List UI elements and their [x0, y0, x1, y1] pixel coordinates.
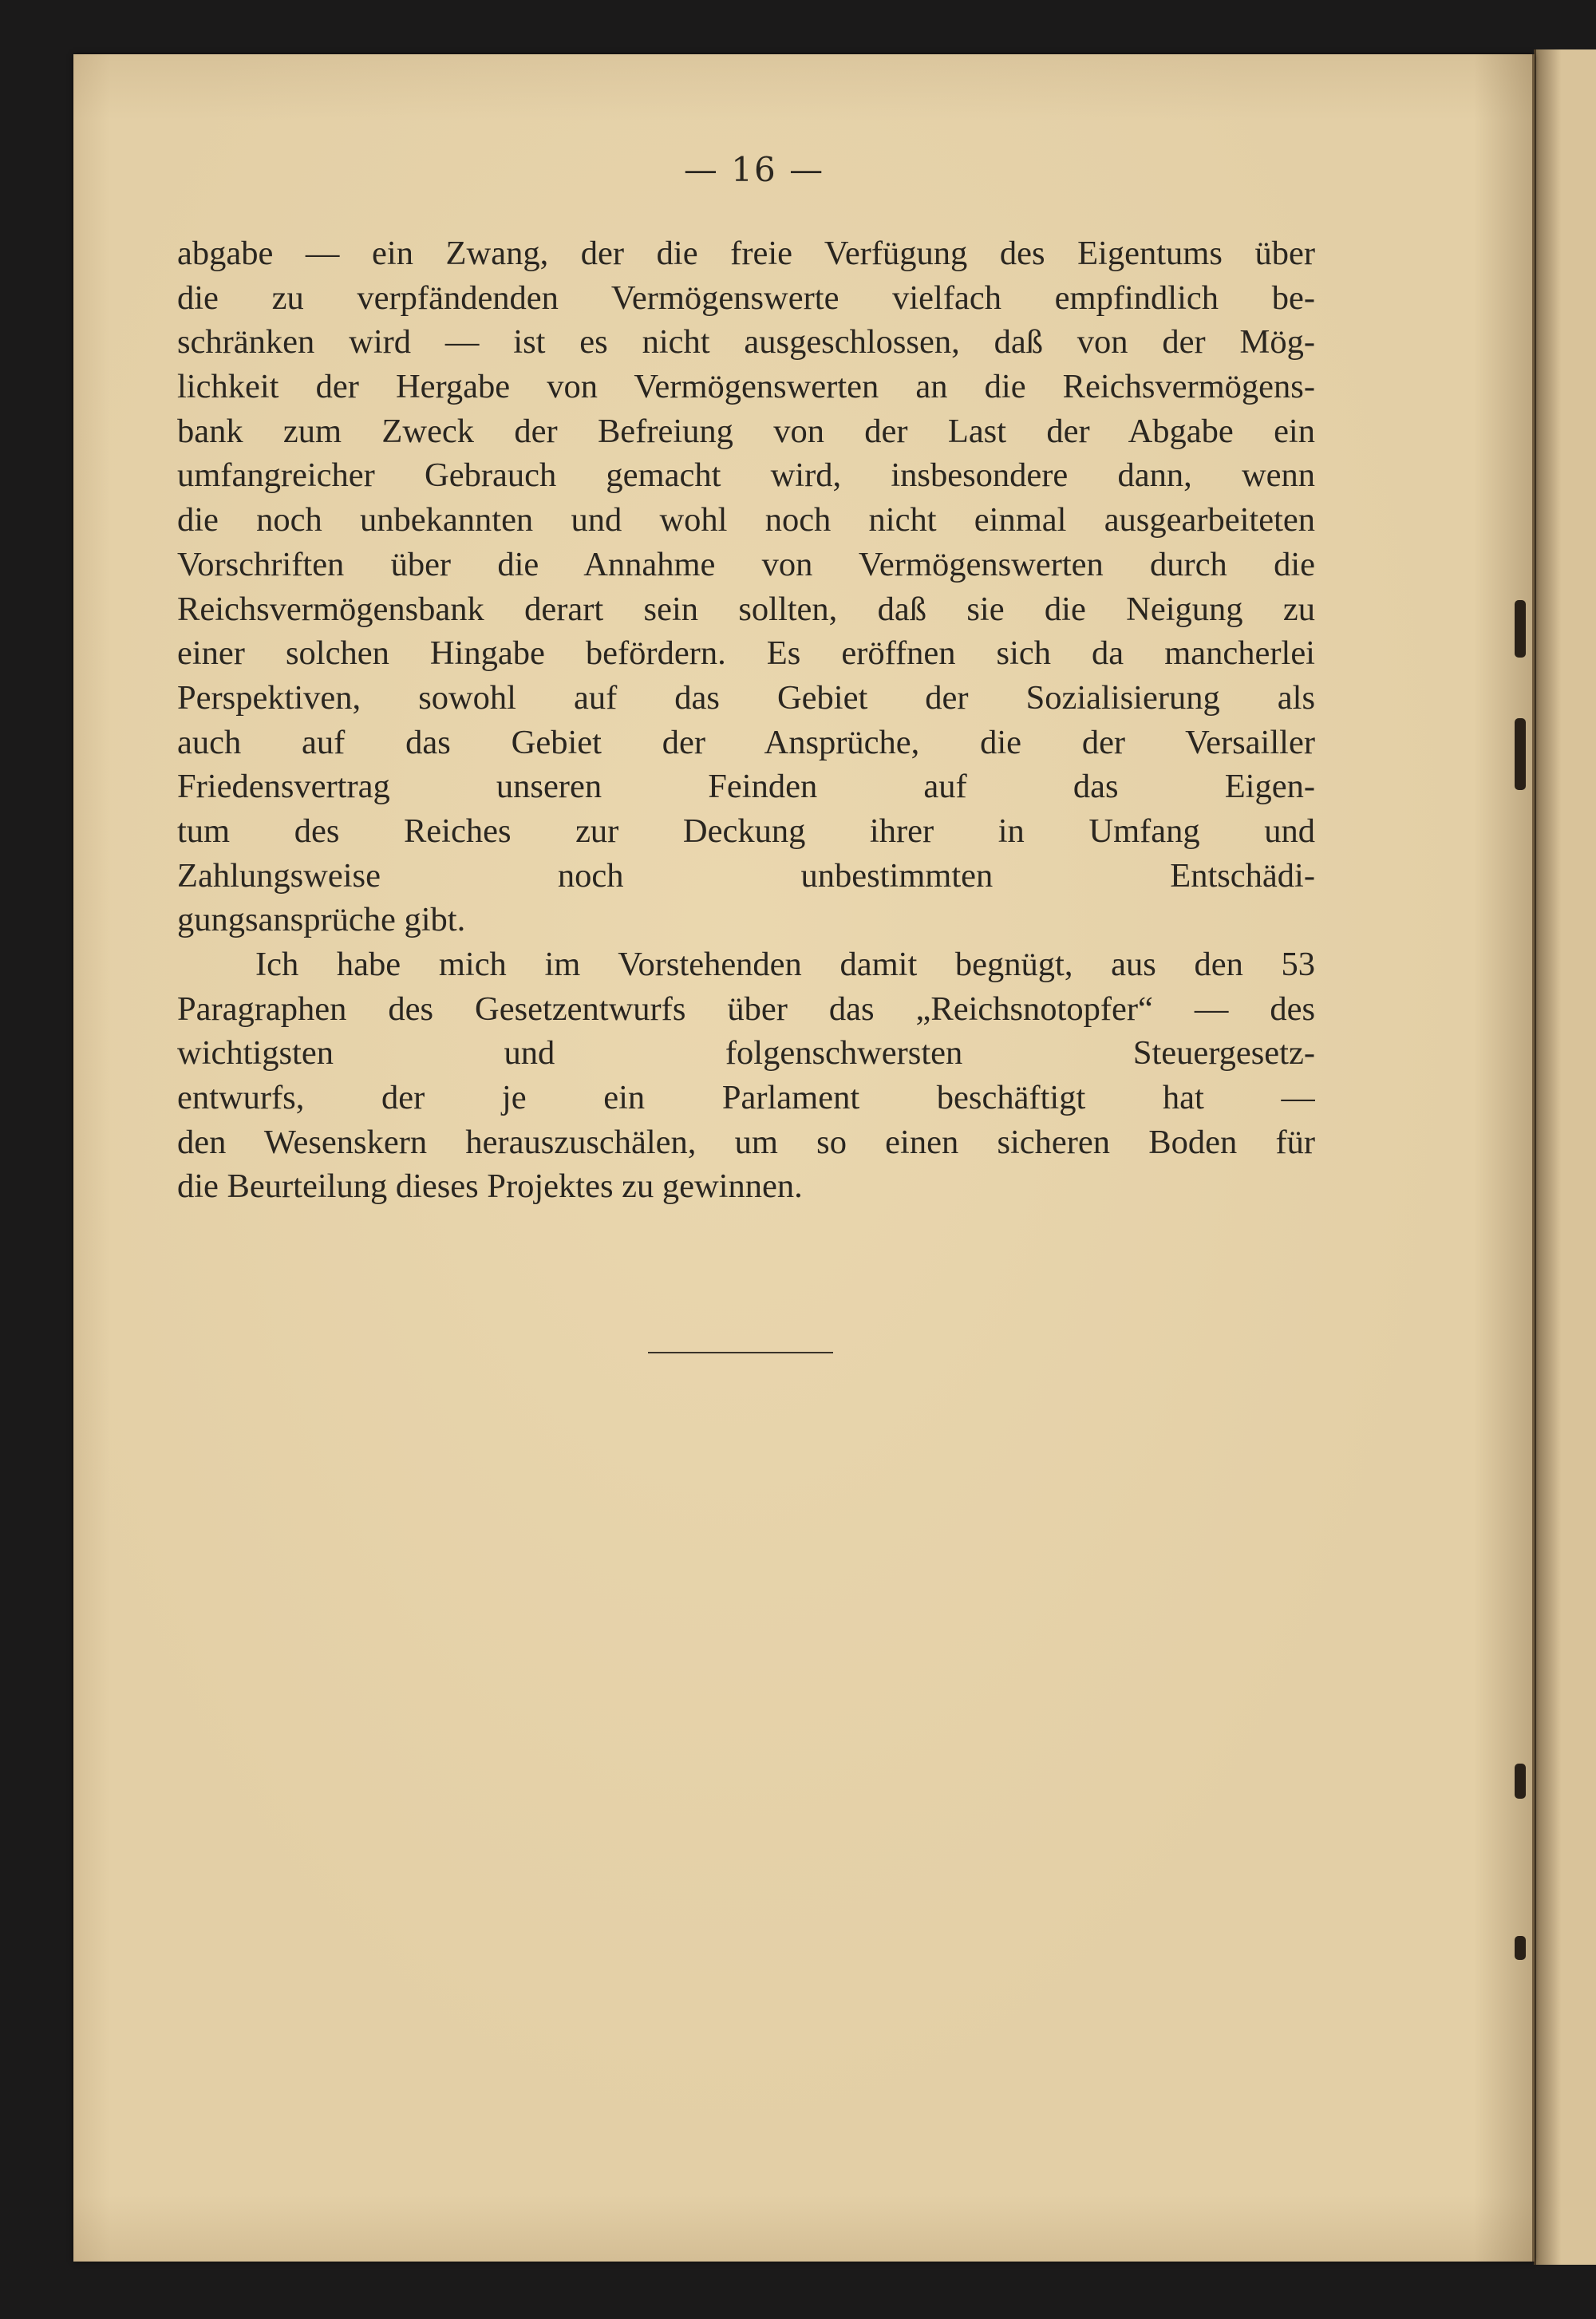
binding-tear-mark	[1515, 600, 1526, 658]
binding-tear-mark	[1515, 1764, 1526, 1799]
text-line: Perspektiven, sowohl auf das Gebiet der Sozialisierung als	[177, 678, 1315, 717]
binding-tear-mark	[1515, 718, 1526, 790]
page-number: — 16 —	[683, 150, 825, 189]
paragraph-2	[177, 942, 1315, 1209]
text-line: bank zum Zweck der Befreiung von der Last der Abgabe ein	[177, 412, 1315, 450]
binding-tear-mark	[1515, 1936, 1526, 1960]
text-line: tum des Reiches zur Deckung ihrer in Umfang und	[177, 812, 1315, 850]
section-divider	[648, 1352, 833, 1353]
text-line: die noch unbekannten und wohl noch nicht einmal ausgearbeiteten	[177, 501, 1315, 539]
text-line: entwurfs, der je ein Parlament beschäftigt hat —	[177, 1079, 1315, 1117]
text-line: Zahlungsweise noch unbestimmten Entschädi-	[177, 856, 1315, 895]
text-line: Vorschriften über die Annahme von Vermögenswerten durch die	[177, 545, 1315, 583]
facing-page-edge	[1534, 49, 1596, 2265]
text-line: schränken wird — ist es nicht ausgeschlossen, daß von der Mög-	[177, 323, 1315, 361]
text-line: Friedensvertrag unseren Feinden auf das Eigen-	[177, 768, 1315, 806]
text-line: lichkeit der Hergabe von Vermögenswerten an die Reichsvermögens-	[177, 368, 1315, 406]
text-line: wichtigsten und folgenschwersten Steuergesetz-	[177, 1034, 1315, 1073]
text-line: gungsansprüche gibt.	[177, 901, 466, 939]
text-line: die Beurteilung dieses Projektes zu gewinnen.	[177, 1167, 803, 1206]
text-line: abgabe — ein Zwang, der die freie Verfügung des Eigentums über	[177, 235, 1315, 272]
text-line: Paragraphen des Gesetzentwurfs über das „Reichsnotopfer“ — des	[177, 990, 1315, 1028]
text-line: Ich habe mich im Vorstehenden damit begnügt, aus den 53	[255, 946, 1315, 983]
text-line: die zu verpfändenden Vermögenswerte vielfach empfindlich be-	[177, 279, 1315, 317]
text-line: umfangreicher Gebrauch gemacht wird, insbesondere dann, wenn	[177, 456, 1315, 495]
body-text	[177, 231, 1315, 1209]
text-line: den Wesenskern herauszuschälen, um so einen sicheren Boden für	[177, 1123, 1315, 1161]
text-line: einer solchen Hingabe befördern. Es eröffnen sich da mancherlei	[177, 634, 1315, 673]
text-line: Reichsvermögensbank derart sein sollten, daß sie die Neigung zu	[177, 590, 1315, 628]
paragraph-1	[177, 231, 1315, 942]
text-line: auch auf das Gebiet der Ansprüche, die der Versailler	[177, 723, 1315, 761]
